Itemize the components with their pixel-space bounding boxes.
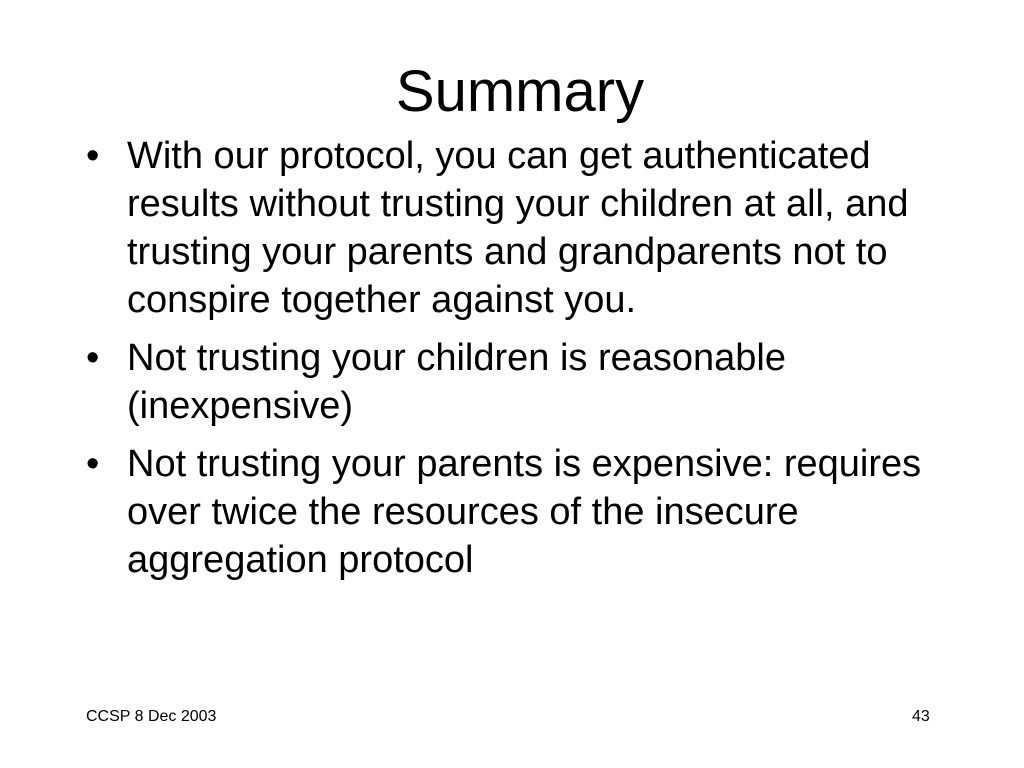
bullet-icon: •: [86, 337, 100, 379]
bullet-icon: •: [86, 135, 100, 177]
bullet-text: Not trusting your children is reasonable (inexpensive): [127, 337, 787, 427]
bullet-text: With our protocol, you can get authenticated results without trusting your children at all, and trusting your parents and grandparents not to conspire together against you.: [127, 135, 909, 321]
slide-title: Summary: [395, 59, 645, 124]
page-number: 43: [912, 708, 930, 725]
bullet-item: [86, 440, 986, 584]
bullet-text: Not trusting your parents is expensive: requires over twice the resources of the insecure aggregation protocol: [127, 443, 922, 581]
bullet-list: [86, 132, 986, 594]
bullet-item: [86, 132, 986, 324]
bullet-icon: •: [86, 443, 100, 485]
bullet-item: [86, 334, 986, 430]
footer-date: CCSP 8 Dec 2003: [86, 708, 217, 725]
